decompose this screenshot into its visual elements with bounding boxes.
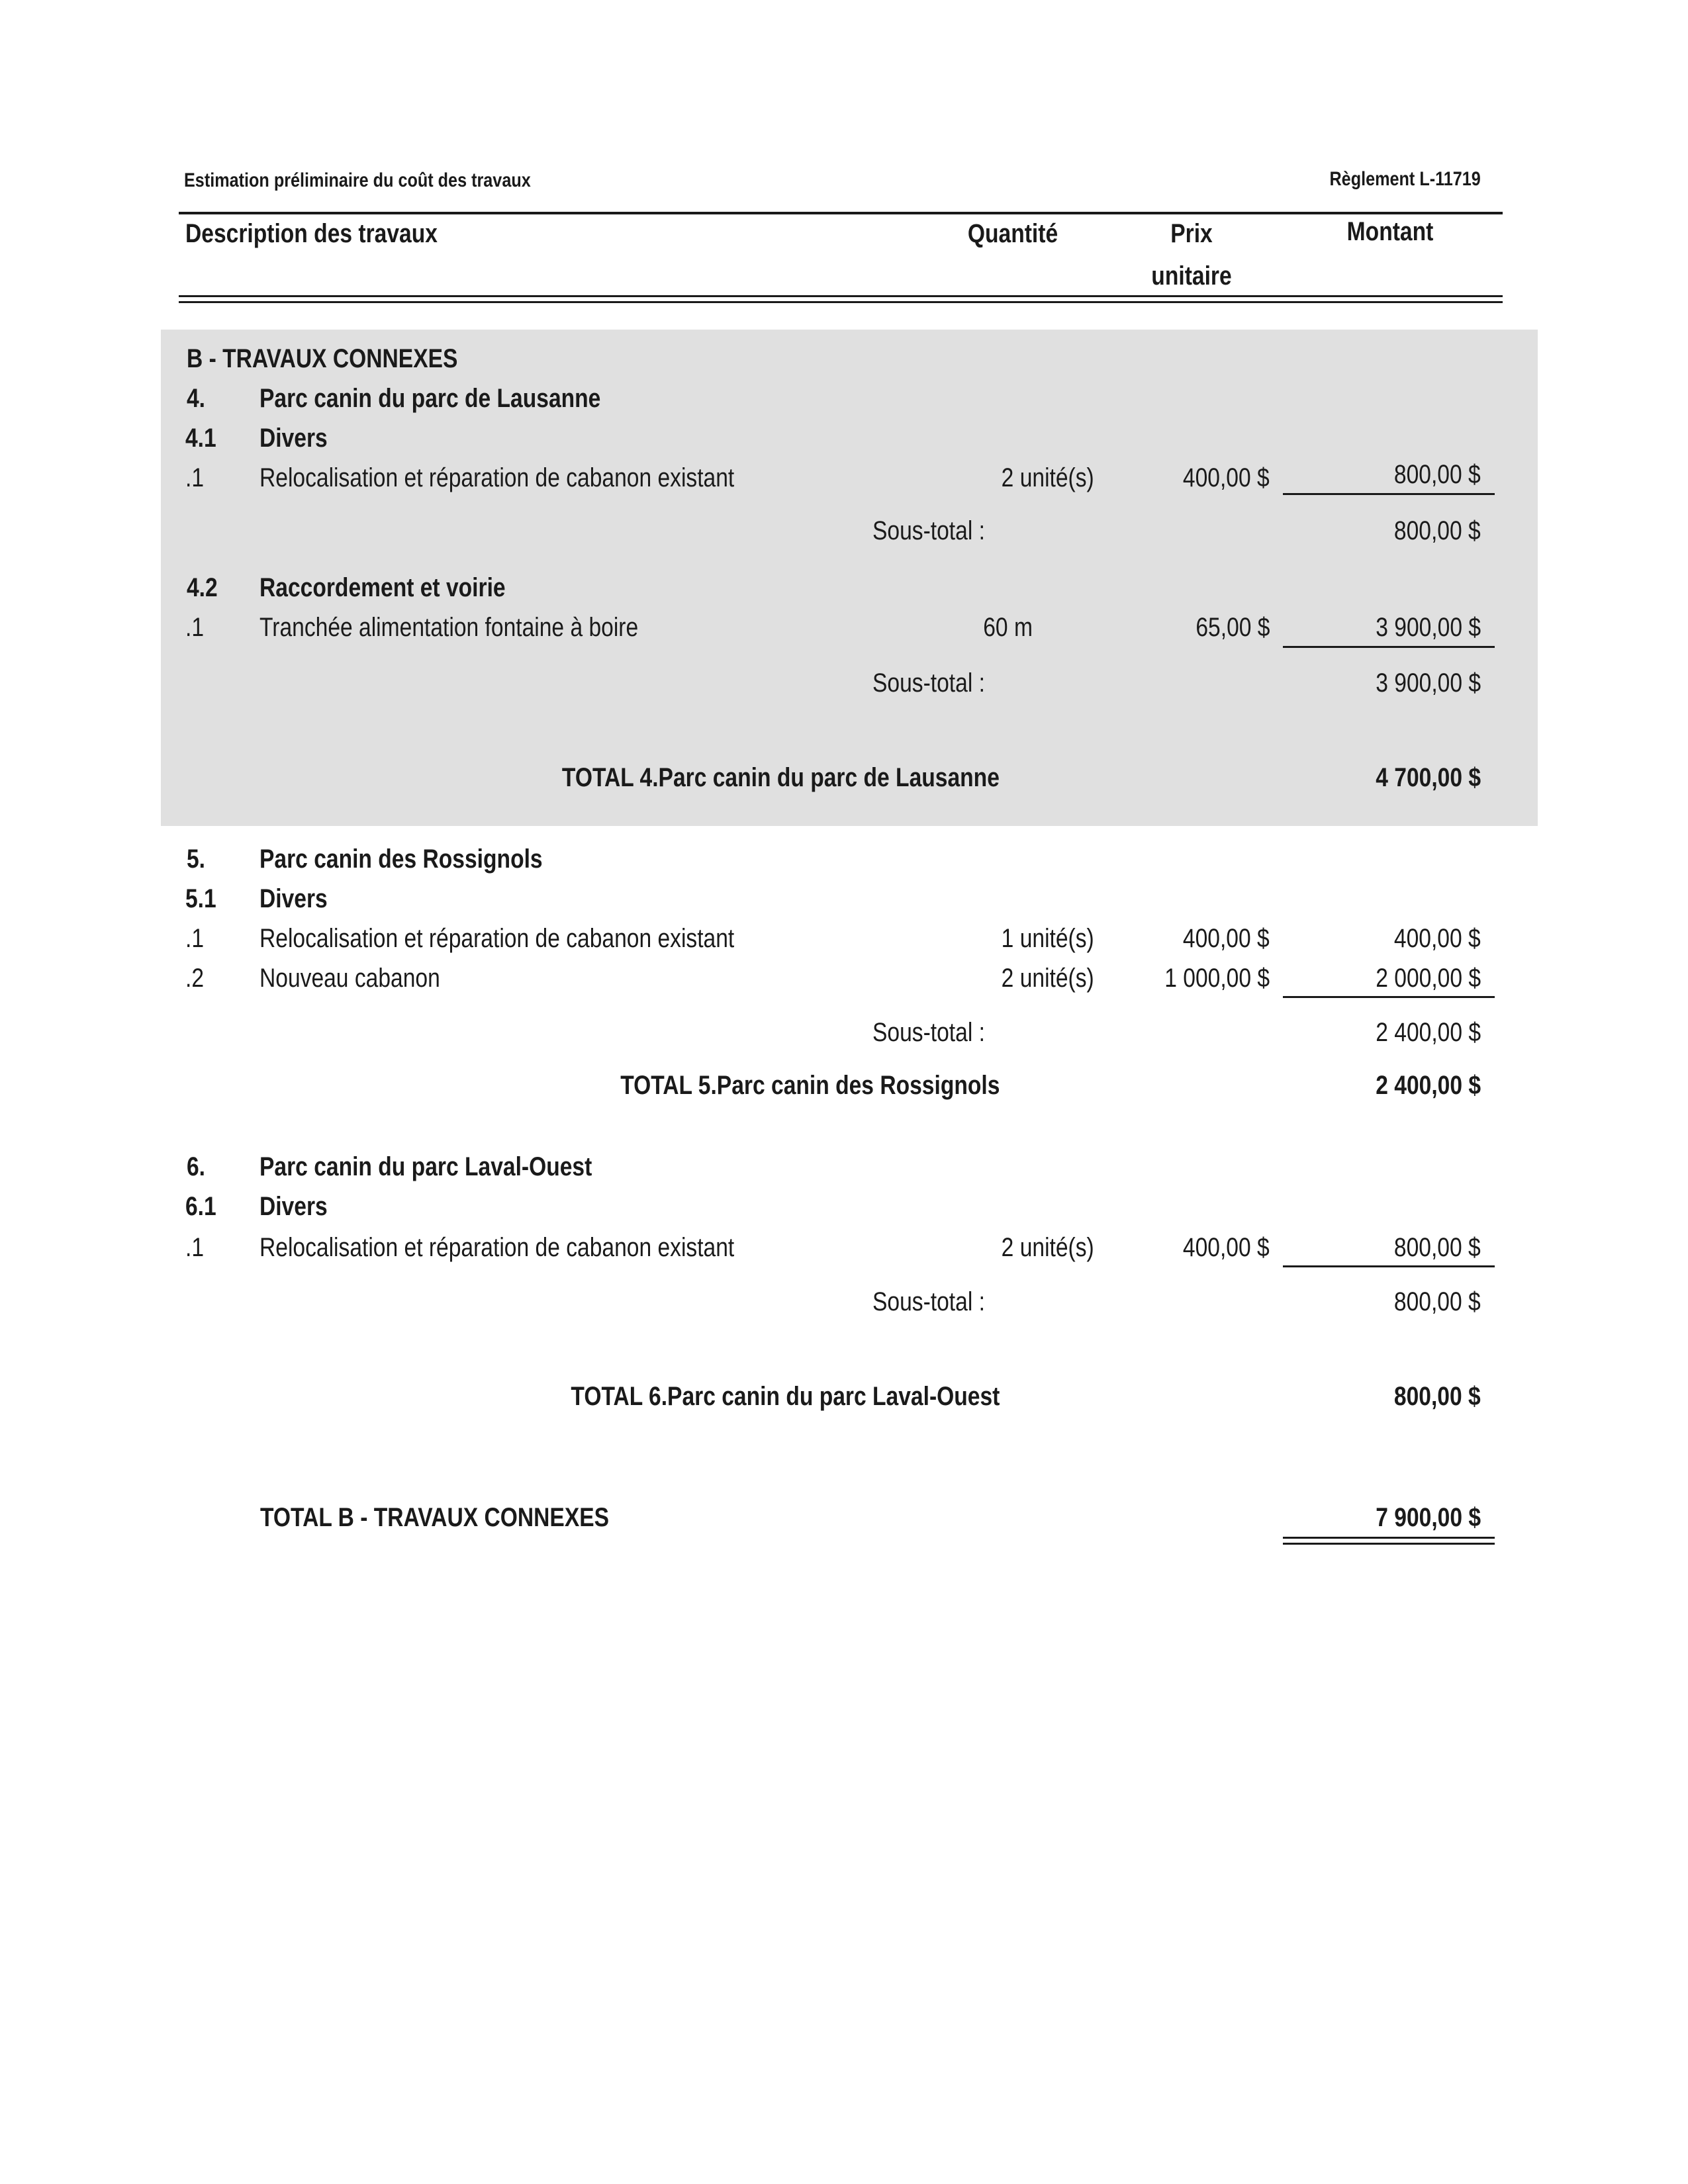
item-5-1-2-quantity: 2 unité(s) [1001,964,1094,993]
document-title: Estimation préliminaire du coût des travaux [184,169,531,191]
item-4-1-1-quantity: 2 unité(s) [1001,463,1094,492]
amount-rule [1283,996,1495,998]
item-5-1-1-description: Relocalisation et réparation de cabanon existant [259,924,735,953]
bylaw-reference: Règlement L-11719 [1329,168,1481,190]
item-5-1-1-unit-price: 400,00 $ [1183,924,1270,953]
item-4-2-1-description: Tranchée alimentation fontaine à boire [259,613,639,642]
section-4-title: Parc canin du parc de Lausanne [259,384,601,413]
total-section-6-amount: 800,00 $ [1394,1382,1481,1411]
section-5-number: 5. [187,844,206,874]
subsection-5-1-title: Divers [259,884,328,913]
section-title-text: B - TRAVAUX CONNEXES [187,344,458,373]
grand-total-rule-2 [1283,1543,1495,1545]
section-title [187,345,457,372]
grand-total-amount: 7 900,00 $ [1376,1503,1481,1532]
header-bottom-rule-2 [179,301,1503,303]
subtotal-4-1-amount: 800,00 $ [1394,516,1481,545]
item-6-1-1-amount: 800,00 $ [1394,1233,1481,1262]
subsection-4-1-title: Divers [259,424,328,453]
header-top-rule [179,212,1503,214]
column-header-unit-price: Prix [1170,219,1213,248]
item-6-1-1-description: Relocalisation et réparation de cabanon existant [259,1233,735,1262]
subtotal-5-1-label: Sous-total : [872,1018,985,1047]
grand-total-rule-1 [1283,1537,1495,1539]
item-5-1-2-unit-price: 1 000,00 $ [1164,964,1270,993]
total-section-4-label: TOTAL 4.Parc canin du parc de Lausanne [561,763,1000,792]
section-6-title: Parc canin du parc Laval-Ouest [259,1152,592,1181]
item-4-2-1-quantity: 60 m [983,613,1033,642]
subsection-6-1-title: Divers [259,1192,328,1221]
subtotal-6-1-amount: 800,00 $ [1394,1287,1481,1316]
item-6-1-1-unit-price: 400,00 $ [1183,1233,1270,1262]
amount-rule [1283,646,1495,648]
subsection-5-1-number: 5.1 [185,884,216,913]
item-6-1-1-quantity: 2 unité(s) [1001,1233,1094,1262]
item-4-1-1-amount: 800,00 $ [1394,460,1481,489]
item-5-1-2-number: .2 [185,964,205,993]
total-section-5-label: TOTAL 5.Parc canin des Rossignols [620,1071,1000,1100]
total-section-4-amount: 4 700,00 $ [1376,763,1481,792]
item-4-2-1-number: .1 [185,613,205,642]
column-header-quantity: Quantité [967,219,1058,248]
subtotal-6-1-label: Sous-total : [872,1287,985,1316]
section-6-number: 6. [187,1152,206,1181]
grand-total-label: TOTAL B - TRAVAUX CONNEXES [260,1503,610,1532]
subsection-4-2-title: Raccordement et voirie [259,573,506,602]
section-5-title: Parc canin des Rossignols [259,844,543,874]
item-5-1-2-amount: 2 000,00 $ [1376,964,1481,993]
item-5-1-2-description: Nouveau cabanon [259,964,440,993]
item-4-1-1-description: Relocalisation et réparation de cabanon existant [259,463,735,492]
total-section-6-label: TOTAL 6.Parc canin du parc Laval-Ouest [571,1382,1000,1411]
item-6-1-1-number: .1 [185,1233,205,1262]
subsection-6-1-number: 6.1 [185,1192,216,1221]
section-4-number: 4. [187,384,206,413]
amount-rule [1283,493,1495,495]
item-4-2-1-amount: 3 900,00 $ [1376,613,1481,642]
subtotal-4-2-label: Sous-total : [872,668,985,698]
item-5-1-1-quantity: 1 unité(s) [1001,924,1094,953]
item-4-2-1-unit-price: 65,00 $ [1195,613,1270,642]
item-4-1-1-number: .1 [185,463,205,492]
header-bottom-rule-1 [179,295,1503,297]
subsection-4-2-number: 4.2 [187,573,218,602]
subtotal-4-1-label: Sous-total : [872,516,985,545]
subtotal-5-1-amount: 2 400,00 $ [1376,1018,1481,1047]
subtotal-4-2-amount: 3 900,00 $ [1376,668,1481,698]
item-4-1-1-unit-price: 400,00 $ [1183,463,1270,492]
item-5-1-1-amount: 400,00 $ [1394,924,1481,953]
amount-rule [1283,1265,1495,1267]
item-5-1-1-number: .1 [185,924,205,953]
column-header-amount: Montant [1346,217,1434,246]
subsection-4-1-number: 4.1 [185,424,216,453]
column-header-unit-price-line2: unitaire [1151,261,1232,291]
column-header-description: Description des travaux [185,219,438,248]
total-section-5-amount: 2 400,00 $ [1376,1071,1481,1100]
